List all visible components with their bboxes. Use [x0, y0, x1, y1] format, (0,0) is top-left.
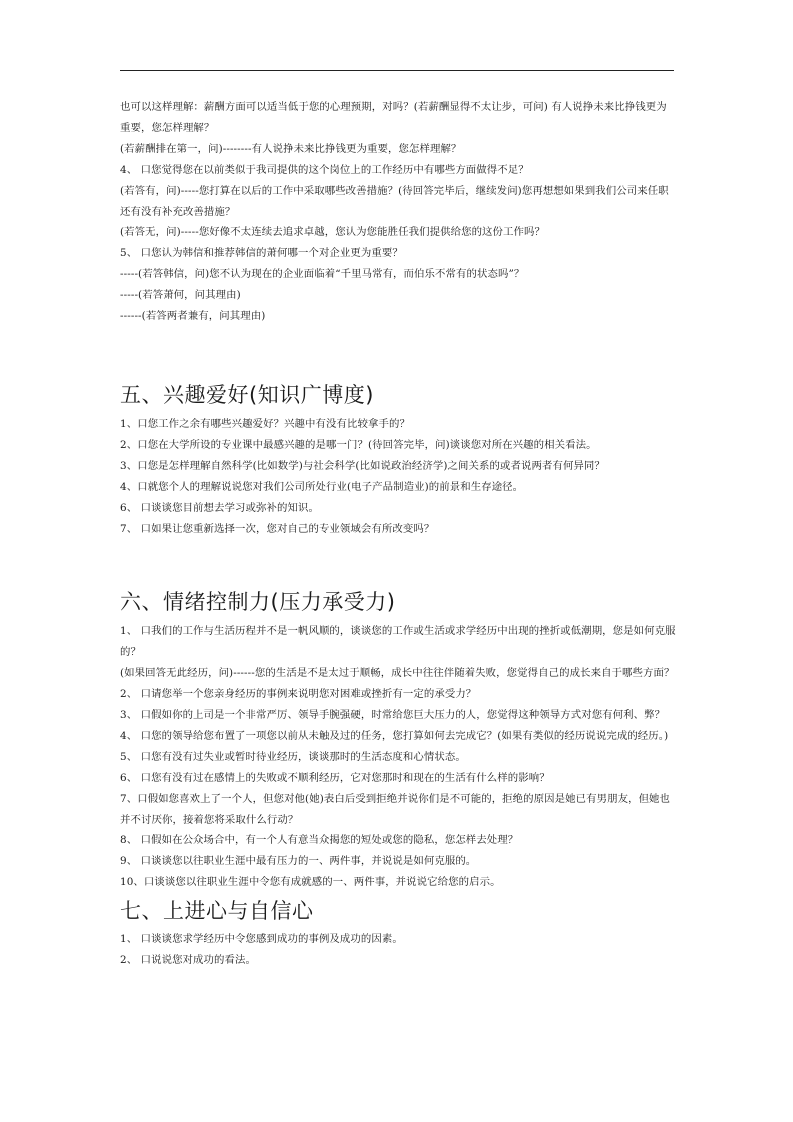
paragraph: (若答无，问)-----您好像不太连续去追求卓越，您认为您能胜任我们提供给您的这份工作吗？: [120, 226, 546, 239]
paragraph: (若薪酬排在第一，问)--------有人说挣未来比挣钱更为重要，您怎样理解？: [120, 142, 462, 155]
list-item: (如果回答无此经历，问)------您的生活是不是太过于顺畅，成长中往往伴随着失败，您觉得自己的成长来自于哪些方面？: [120, 667, 675, 680]
paragraph: 5、 口您认为韩信和推荐韩信的萧何哪一个对企业更为重要？: [120, 247, 403, 260]
section-emotion-items: [120, 621, 676, 893]
list-item: 10、口谈谈您以往职业生涯中令您有成就感的一、两件事，并说说它给您的启示。: [120, 876, 501, 889]
section-ambition-items: [120, 929, 676, 971]
list-item: 4、口就您个人的理解说说您对我们公司所处行业(电子产品制造业)的前景和生存途径。: [120, 480, 524, 493]
header-rule: [120, 70, 674, 71]
list-item: 9、 口谈谈您以往职业生涯中最有压力的一、两件事，并说说是如何克服的。: [120, 855, 477, 868]
list-item: 1、口您工作之余有哪些兴趣爱好？兴趣中有没有比较拿手的？: [120, 417, 410, 430]
list-item: 2、口您在大学所设的专业课中最感兴趣的是哪一门？(待回答完毕，问)谈谈您对所在兴趣的相关看法。: [120, 438, 597, 451]
list-item: 8、 口假如在公众场合中，有一个人有意当众揭您的短处或您的隐私，您怎样去处理？: [120, 834, 519, 847]
list-item: 6、 口您有没有过在感情上的失败或不顺利经历，它对您那时和现在的生活有什么样的影响？: [120, 771, 550, 784]
intro-block: [120, 97, 676, 327]
list-item: 2、 口请您举一个您亲身经历的事例来说明您对困难或挫折有一定的承受力？: [120, 688, 477, 701]
list-item: 1、 口我们的工作与生活历程并不是一帆风顺的，谈谈您的工作或生活或求学经历中出现的挫折或低潮期，您是如何克服的？: [120, 625, 676, 659]
section-heading-emotion-control: 六、情绪控制力(压力承受力): [120, 590, 396, 615]
list-item: 5、 口您有没有过失业或暂时待业经历，谈谈那时的生活态度和心情状态。: [120, 750, 466, 763]
paragraph: (若答有，问)-----您打算在以后的工作中采取哪些改善措施？(待回答完毕后，继续发问)您再想想如果到我们公司来任职还有没有补充改善措施？: [120, 184, 669, 218]
paragraph: ------(若答两者兼有，问其理由): [120, 310, 266, 323]
list-item: 7、 口如果让您重新选择一次，您对自己的专业领域会有所改变吗？: [120, 522, 435, 535]
list-item: 4、 口您的领导给您布置了一项您以前从未触及过的任务，您打算如何去完成它？(如果有类似的经历说说完成的经历。): [120, 729, 669, 742]
paragraph: 4、 口您觉得您在以前类似于我司提供的这个岗位上的工作经历中有哪些方面做得不足？: [120, 163, 529, 176]
document-body: [120, 97, 676, 971]
section-interests-items: [120, 414, 676, 539]
list-item: 1、 口谈谈您求学经历中令您感到成功的事例及成功的因素。: [120, 933, 403, 946]
section-heading-ambition: 七、上进心与自信心: [120, 899, 314, 924]
list-item: 7、口假如您喜欢上了一个人，但您对他(她)表白后受到拒绝并说你们是不可能的，拒绝的原因是她已有男朋友，但她也并不讨厌你，接着您将采取什么行动？: [120, 792, 671, 826]
list-item: 3、口您是怎样理解自然科学(比如数学)与社会科学(比如说政治经济学)之间关系的或者说两者有何异同？: [120, 459, 605, 472]
paragraph: 也可以这样理解：薪酬方面可以适当低于您的心理预期，对吗？(若薪酬显得不太让步，可问) 有人说挣未来比挣钱更为重要，您怎样理解？: [120, 101, 667, 134]
paragraph: -----(若答韩信，问)您不认为现在的企业面临着“千里马常有，而伯乐不常有的状态吗”？: [120, 268, 525, 281]
list-item: 3、 口假如你的上司是一个非常严厉、领导手腕强硬，时常给您巨大压力的人，您觉得这种领导方式对您有何利、弊？: [120, 709, 666, 722]
paragraph: -----(若答萧何，问其理由): [120, 289, 241, 302]
section-heading-interests: 五、兴趣爱好(知识广博度): [120, 382, 374, 407]
list-item: 2、 口说说您对成功的看法。: [120, 954, 256, 967]
list-item: 6、 口谈谈您目前想去学习或弥补的知识。: [120, 501, 319, 514]
